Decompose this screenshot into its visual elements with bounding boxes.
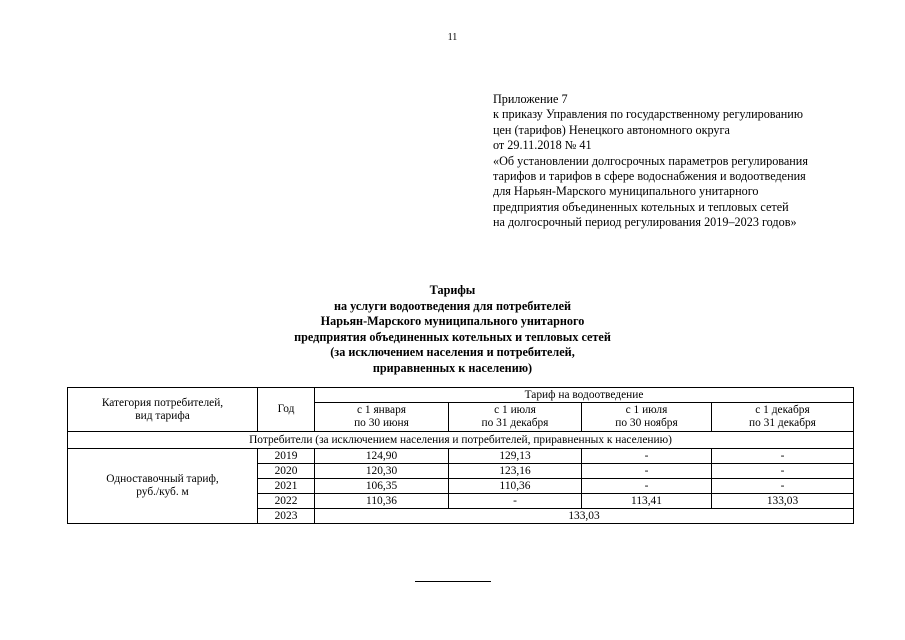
value-cell: 123,16 <box>449 464 582 479</box>
header-tariff-group: Тариф на водоотведение <box>315 388 854 403</box>
tariff-type-cell <box>68 449 258 524</box>
header-period <box>712 403 854 432</box>
value-cell: 120,30 <box>315 464 449 479</box>
period-to: по 31 декабря <box>749 417 816 429</box>
year-cell: 2020 <box>258 464 315 479</box>
document-title <box>0 283 905 377</box>
footer-divider <box>415 581 491 582</box>
header-category <box>68 388 258 432</box>
value-cell: 133,03 <box>712 494 854 509</box>
title-line: на услуги водоотведения для потребителей <box>333 298 572 313</box>
table-row <box>68 449 854 464</box>
table-header-row <box>68 388 854 403</box>
header-period <box>315 403 449 432</box>
value-cell: 106,35 <box>315 479 449 494</box>
appendix-line: «Об установлении долгосрочных параметров регулирования <box>493 153 808 168</box>
header-period <box>449 403 582 432</box>
appendix-line: цен (тарифов) Ненецкого автономного округа <box>493 122 730 137</box>
appendix-header <box>493 92 808 231</box>
value-cell: 110,36 <box>449 479 582 494</box>
value-cell: - <box>582 464 712 479</box>
value-cell: - <box>449 494 582 509</box>
value-cell: - <box>712 479 854 494</box>
period-from: с 1 января <box>357 404 406 416</box>
appendix-line: тарифов и тарифов в сфере водоснабжения и водоотведения <box>493 169 806 184</box>
section-row <box>68 432 854 449</box>
title-line: Нарьян-Марского муниципального унитарного <box>320 314 585 329</box>
period-from: с 1 июля <box>494 404 536 416</box>
period-from: с 1 декабря <box>755 404 810 416</box>
merged-value-cell: 133,03 <box>315 509 854 524</box>
year-cell: 2023 <box>258 509 315 524</box>
title-line: предприятия объединенных котельных и тепловых сетей <box>294 329 611 344</box>
year-cell: 2019 <box>258 449 315 464</box>
period-from: с 1 июля <box>625 404 668 416</box>
title-line: Тарифы <box>429 283 476 297</box>
header-category-line: вид тарифа <box>135 409 190 422</box>
period-to: по 30 июня <box>354 417 409 429</box>
value-cell: 124,90 <box>315 449 449 464</box>
appendix-line: на долгосрочный период регулирования 2019–2023 годов» <box>493 215 797 230</box>
header-category-line: Категория потребителей, <box>101 396 224 409</box>
value-cell: 129,13 <box>449 449 582 464</box>
value-cell: - <box>582 479 712 494</box>
appendix-line: к приказу Управления по государственному регулированию <box>493 107 803 122</box>
appendix-line: для Нарьян-Марского муниципального унитарного <box>493 184 759 199</box>
tariff-type-line: Одноставочный тариф, <box>106 473 219 485</box>
page-number: 11 <box>447 32 458 43</box>
header-period <box>582 403 712 432</box>
appendix-line: от 29.11.2018 № 41 <box>493 138 592 153</box>
tariff-type-line: руб./куб. м <box>136 486 189 498</box>
appendix-line: Приложение 7 <box>493 92 568 106</box>
year-cell: 2022 <box>258 494 315 509</box>
tariff-table <box>67 387 854 524</box>
value-cell: - <box>712 464 854 479</box>
appendix-line: предприятия объединенных котельных и тепловых сетей <box>493 199 789 214</box>
value-cell: 110,36 <box>315 494 449 509</box>
title-line: (за исключением населения и потребителей, <box>330 345 575 360</box>
title-line: приравненных к населению) <box>372 360 533 375</box>
header-year: Год <box>258 388 315 432</box>
value-cell: - <box>712 449 854 464</box>
period-to: по 31 декабря <box>481 417 549 429</box>
section-label: Потребители (за исключением населения и потребителей, приравненных к населению) <box>68 432 854 449</box>
year-cell: 2021 <box>258 479 315 494</box>
period-to: по 30 ноября <box>615 417 678 429</box>
value-cell: 113,41 <box>582 494 712 509</box>
value-cell: - <box>582 449 712 464</box>
